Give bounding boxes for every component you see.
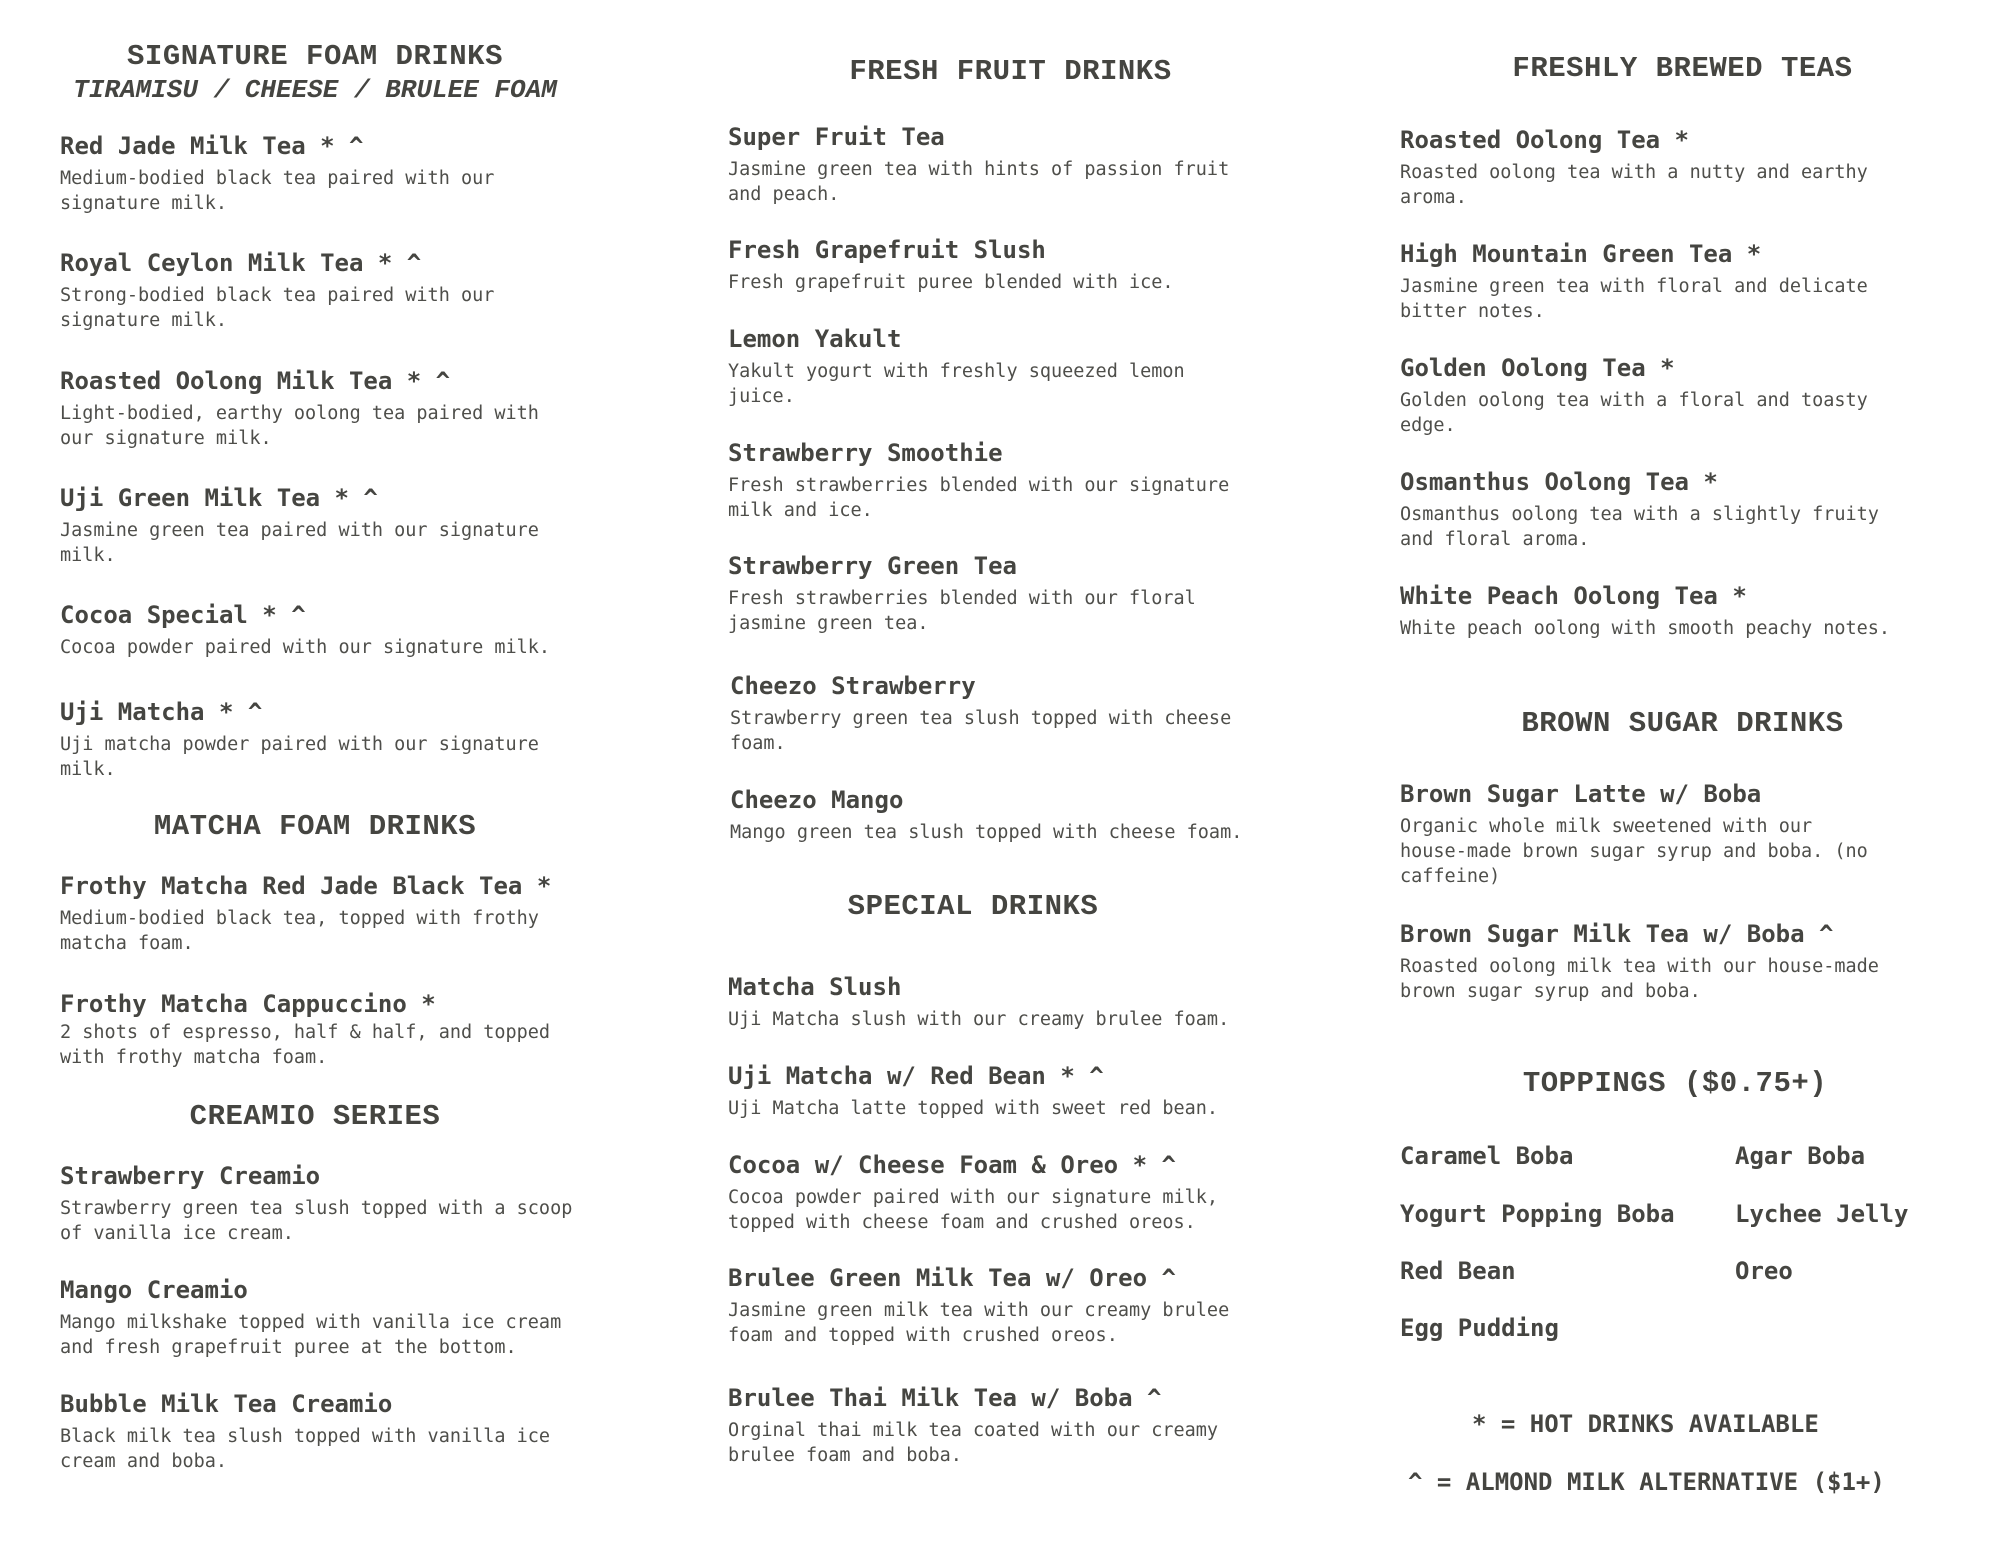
item-description: Roasted oolong tea with a nutty and earthy aroma. xyxy=(1400,162,1868,208)
item-name: Frothy Matcha Red Jade Black Tea * xyxy=(60,872,552,900)
item-name: White Peach Oolong Tea * xyxy=(1400,582,1747,610)
item-name: Roasted Oolong Tea * xyxy=(1400,126,1689,154)
item-description: Medium-bodied black tea paired with our signature milk. xyxy=(60,168,495,214)
item-name: Cocoa w/ Cheese Foam & Oreo * ^ xyxy=(728,1151,1176,1179)
menu-item xyxy=(728,123,1229,207)
item-name: Strawberry Smoothie xyxy=(728,439,1003,467)
item-description: Uji matcha powder paired with our signature milk. xyxy=(60,734,539,780)
menu-item xyxy=(728,1151,1218,1235)
menu-item xyxy=(1400,126,1868,210)
item-description: Strawberry green tea slush topped with cheese foam. xyxy=(730,708,1232,754)
item-description: Yakult yogurt with freshly squeezed lemon juice. xyxy=(728,361,1185,407)
item-description: Fresh strawberries blended with our floral jasmine green tea. xyxy=(728,588,1196,634)
signature-foam-header xyxy=(60,40,570,105)
item-description: Fresh grapefruit puree blended with ice. xyxy=(728,272,1174,293)
item-description: Uji Matcha latte topped with sweet red bean. xyxy=(728,1098,1219,1119)
topping-item: Lychee Jelly xyxy=(1735,1200,1909,1228)
item-name: Golden Oolong Tea * xyxy=(1400,354,1675,382)
item-description: Cocoa powder paired with our signature milk, topped with cheese foam and crushed oreos. xyxy=(728,1187,1219,1233)
menu-item xyxy=(1400,354,1868,438)
item-name: Cocoa Special * ^ xyxy=(60,601,306,629)
menu-item xyxy=(60,1162,572,1246)
toppings-header xyxy=(1400,1067,1950,1100)
menu-item xyxy=(60,601,550,660)
item-description: Mango green tea slush topped with cheese foam. xyxy=(730,822,1243,843)
menu-item xyxy=(60,698,539,782)
menu-item xyxy=(1400,582,1890,641)
menu-item xyxy=(1400,920,1879,1004)
item-name: Lemon Yakult xyxy=(728,325,902,353)
menu-item xyxy=(728,325,1185,409)
item-description: Osmanthus oolong tea with a slightly fruity and floral aroma. xyxy=(1400,504,1879,550)
item-description: White peach oolong with smooth peachy notes. xyxy=(1400,618,1891,639)
section-title: BROWN SUGAR DRINKS xyxy=(1521,707,1844,740)
item-name: Royal Ceylon Milk Tea * ^ xyxy=(60,249,422,277)
menu-item xyxy=(730,672,1231,756)
section-title: FRESHLY BREWED TEAS xyxy=(1512,52,1853,85)
item-name: Uji Matcha * ^ xyxy=(60,698,263,726)
item-description: Cocoa powder paired with our signature milk. xyxy=(60,637,551,658)
item-name: Brulee Thai Milk Tea w/ Boba ^ xyxy=(728,1384,1162,1412)
item-name: Frothy Matcha Cappuccino * xyxy=(60,990,436,1018)
menu-item xyxy=(60,872,551,956)
menu-item xyxy=(60,484,539,568)
section-title: MATCHA FOAM DRINKS xyxy=(153,810,477,843)
menu-item xyxy=(60,132,494,216)
item-description: Jasmine green tea paired with our signature milk. xyxy=(60,520,539,566)
item-name: Matcha Slush xyxy=(728,973,902,1001)
item-description: Black milk tea slush topped with vanilla ice cream and boba. xyxy=(60,1426,551,1472)
section-title: CREAMIO SERIES xyxy=(189,1100,441,1133)
section-title: TOPPINGS ($0.75+) xyxy=(1522,1067,1828,1100)
item-description: Jasmine green tea with hints of passion fruit and peach. xyxy=(728,159,1230,205)
topping-item: Agar Boba xyxy=(1735,1142,1866,1170)
item-name: Red Jade Milk Tea * ^ xyxy=(60,132,364,160)
section-title: SPECIAL DRINKS xyxy=(847,890,1099,923)
menu-item xyxy=(728,1062,1218,1121)
menu-item xyxy=(60,1390,550,1474)
item-description: Strong-bodied black tea paired with our signature milk. xyxy=(60,285,495,331)
menu-item xyxy=(1400,468,1879,552)
item-description: Orginal thai milk tea coated with our creamy brulee foam and boba. xyxy=(728,1420,1219,1466)
item-name: Strawberry Green Tea xyxy=(728,552,1017,580)
item-name: High Mountain Green Tea * xyxy=(1400,240,1762,268)
fresh-fruit-header xyxy=(728,55,1293,88)
item-name: Brown Sugar Latte w/ Boba xyxy=(1400,780,1762,808)
menu-item xyxy=(730,786,1242,845)
item-name: Cheezo Strawberry xyxy=(730,672,976,700)
item-name: Roasted Oolong Milk Tea * ^ xyxy=(60,367,451,395)
hot-drinks-legend: * = HOT DRINKS AVAILABLE xyxy=(1472,1410,1819,1438)
creamio-header xyxy=(60,1100,570,1133)
section-title: SIGNATURE FOAM DRINKS xyxy=(127,40,503,73)
item-name: Bubble Milk Tea Creamio xyxy=(60,1390,393,1418)
brown-sugar-header xyxy=(1400,707,1965,740)
menu-item xyxy=(728,236,1174,295)
item-description: Medium-bodied black tea, topped with frothy matcha foam. xyxy=(60,908,539,954)
menu-item xyxy=(1400,240,1868,324)
menu-item xyxy=(60,1276,561,1360)
topping-item: Red Bean xyxy=(1400,1257,1516,1285)
menu-item xyxy=(1400,780,1868,889)
item-description: Mango milkshake topped with vanilla ice cream and fresh grapefruit puree at the bottom. xyxy=(60,1312,562,1358)
item-name: Strawberry Creamio xyxy=(60,1162,321,1190)
item-name: Brown Sugar Milk Tea w/ Boba ^ xyxy=(1400,920,1834,948)
item-description: Strawberry green tea slush topped with a scoop of vanilla ice cream. xyxy=(60,1198,573,1244)
item-description: Light-bodied, earthy oolong tea paired with our signature milk. xyxy=(60,403,539,449)
item-description: Fresh strawberries blended with our signature milk and ice. xyxy=(728,475,1230,521)
menu-item xyxy=(60,367,539,451)
item-description: 2 shots of espresso, half & half, and topped with frothy matcha foam. xyxy=(60,1022,551,1068)
item-description: Roasted oolong milk tea with our house-made brown sugar syrup and boba. xyxy=(1400,956,1879,1002)
menu-item xyxy=(728,552,1196,636)
item-description: Uji Matcha slush with our creamy brulee foam. xyxy=(728,1009,1230,1030)
menu-item xyxy=(728,1264,1229,1348)
item-name: Uji Green Milk Tea * ^ xyxy=(60,484,378,512)
item-name: Uji Matcha w/ Red Bean * ^ xyxy=(728,1062,1104,1090)
section-subtitle: TIRAMISU / CHEESE / BRULEE FOAM xyxy=(73,75,557,105)
menu-item xyxy=(728,1384,1218,1468)
item-description: Golden oolong tea with a floral and toasty edge. xyxy=(1400,390,1868,436)
menu-item xyxy=(728,973,1229,1032)
topping-item: Yogurt Popping Boba xyxy=(1400,1200,1675,1228)
section-title: FRESH FRUIT DRINKS xyxy=(849,55,1172,88)
almond-milk-legend: ^ = ALMOND MILK ALTERNATIVE ($1+) xyxy=(1408,1468,1885,1496)
item-name: Super Fruit Tea xyxy=(728,123,945,151)
matcha-foam-header xyxy=(60,810,570,843)
topping-item: Caramel Boba xyxy=(1400,1142,1574,1170)
item-name: Osmanthus Oolong Tea * xyxy=(1400,468,1718,496)
item-name: Fresh Grapefruit Slush xyxy=(728,236,1046,264)
item-description: Organic whole milk sweetened with our house-made brown sugar syrup and boba. (no caffeine) xyxy=(1400,816,1868,887)
menu-item xyxy=(60,249,494,333)
topping-item: Oreo xyxy=(1735,1257,1793,1285)
item-description: Jasmine green milk tea with our creamy brulee foam and topped with crushed oreos. xyxy=(728,1300,1230,1346)
item-description: Jasmine green tea with floral and delicate bitter notes. xyxy=(1400,276,1868,322)
menu-item xyxy=(60,990,550,1070)
topping-item: Egg Pudding xyxy=(1400,1314,1559,1342)
menu-item xyxy=(728,439,1229,523)
special-drinks-header xyxy=(728,890,1218,923)
item-name: Cheezo Mango xyxy=(730,786,904,814)
brewed-teas-header xyxy=(1400,52,1965,85)
item-name: Brulee Green Milk Tea w/ Oreo ^ xyxy=(728,1264,1176,1292)
item-name: Mango Creamio xyxy=(60,1276,248,1304)
